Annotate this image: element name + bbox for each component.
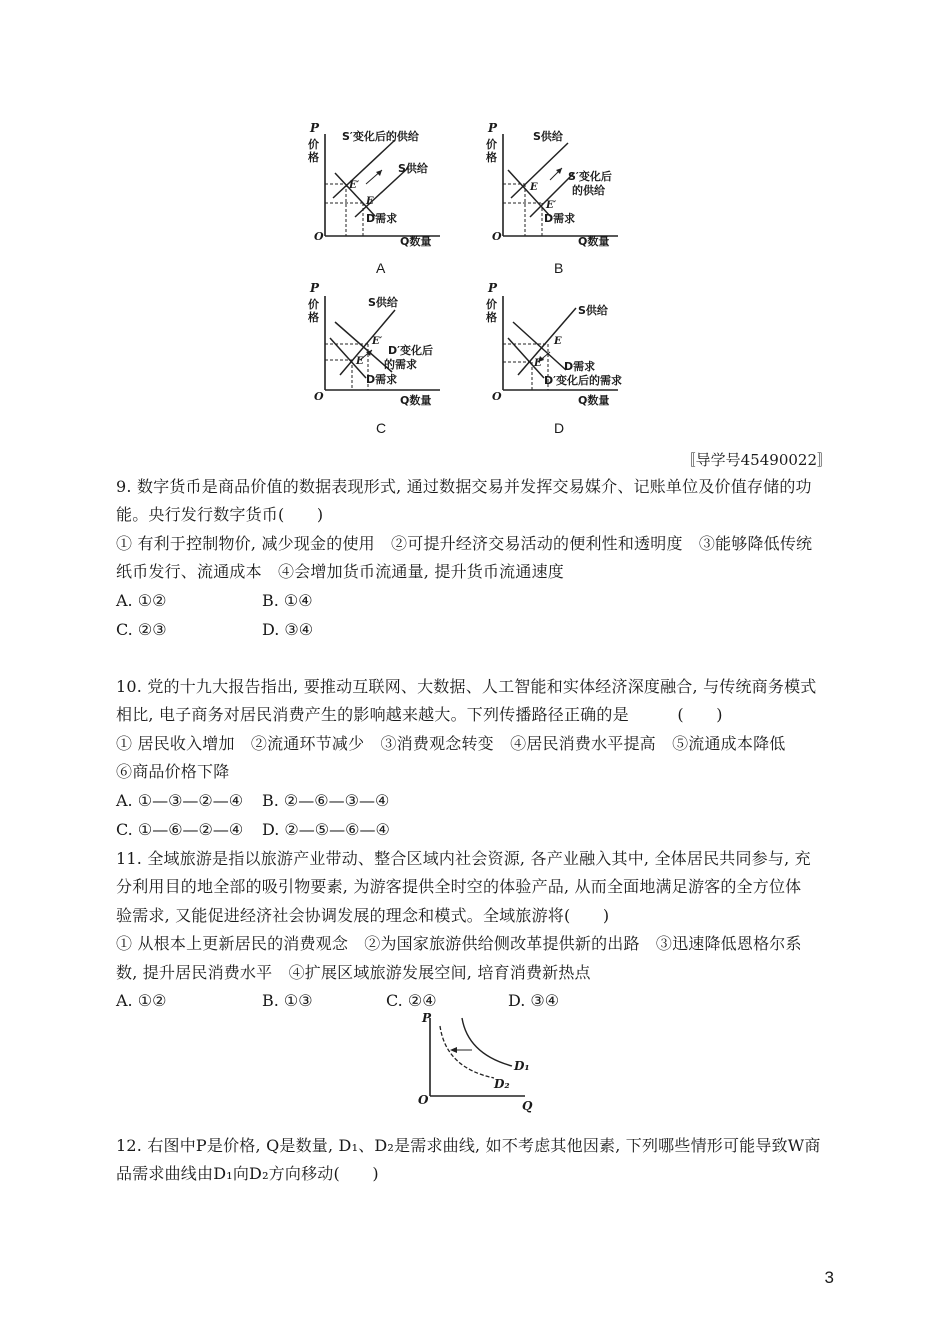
q11-line-1: 11. 全域旅游是指以旅游产业带动、整合区域内社会资源, 各产业融入其中, 全体居民共同参与, 充 [116, 849, 811, 868]
diagram-a [300, 118, 460, 253]
axis-q-label: Q数量 [400, 235, 432, 248]
axis-price-label-1: 价 [486, 298, 497, 311]
page-number: 3 [824, 1268, 834, 1287]
e-label: E [554, 336, 562, 347]
origin-label: O [492, 390, 502, 403]
axis-p-label: P [488, 121, 498, 135]
q10-line-1: 10. 党的十九大报告指出, 要推动互联网、大数据、人工智能和实体经济深度融合, 与传统商务模式 [116, 677, 817, 696]
axis-price-label-2: 格 [308, 151, 319, 164]
s-prime-label: S′变化后的供给 [342, 130, 419, 143]
axis-price-label-1: 价 [308, 298, 319, 311]
s-label: S供给 [578, 304, 608, 317]
diagram-d [478, 280, 648, 415]
small-p-label: P [422, 1012, 432, 1025]
axis-price-label-2: 格 [486, 151, 497, 164]
d-label: D需求 [366, 373, 398, 386]
axis-p-label: P [310, 121, 320, 135]
e-label: E [356, 356, 364, 367]
e-prime-label: E′ [534, 358, 545, 369]
diagram-b [478, 118, 638, 253]
q10-option-c: C. ①—⑥—②—④ [116, 820, 244, 839]
s-label: S供给 [533, 130, 563, 143]
q11-line-3: 验需求, 又能促进经济社会协调发展的理念和模式。全域旅游将( ) [116, 906, 610, 925]
d-prime-label-2: 的需求 [384, 358, 417, 371]
origin-label: O [314, 390, 324, 403]
axis-price-label-1: 价 [486, 138, 497, 151]
axis-price-label-2: 格 [486, 311, 497, 324]
d1-curve [462, 1018, 512, 1066]
q9-option-a: A. ①② [116, 591, 167, 610]
e-label: E [530, 182, 538, 193]
axis-q-label: Q数量 [578, 235, 610, 248]
s-label: S供给 [398, 162, 428, 175]
diagram-b-caption: B [554, 260, 564, 276]
diagram-c [300, 280, 460, 415]
d-label: D需求 [564, 360, 596, 373]
q9-option-d: D. ③④ [262, 620, 314, 639]
q11-line-2: 分利用目的地全部的吸引物要素, 为游客提供全时空的体验产品, 从而全面地满足游客的全方位体 [116, 877, 802, 896]
s-prime-label-2: 的供给 [572, 184, 605, 197]
q12-line-1: 12. 右图中P是价格, Q是数量, D₁、D₂是需求曲线, 如不考虑其他因素, 下列哪些情形可能导致W商 [116, 1136, 821, 1155]
q9-line-4: 纸币发行、流通成本 ④会增加货币流通量, 提升货币流通速度 [116, 562, 564, 581]
q10-option-b: B. ②—⑥—③—④ [262, 791, 390, 810]
q12-line-2: 品需求曲线由D₁向D₂方向移动( ) [116, 1164, 379, 1183]
s-label: S供给 [368, 296, 398, 309]
q10-option-d: D. ②—⑤—⑥—④ [262, 820, 390, 839]
q10-line-4: ⑥商品价格下降 [116, 762, 230, 781]
d-prime-label: D′变化后的需求 [544, 374, 623, 387]
small-q-label: Q [522, 1099, 533, 1113]
q9-option-c: C. ②③ [116, 620, 167, 639]
d2-label: D₂ [494, 1077, 510, 1091]
e-prime-label: E′ [546, 200, 557, 211]
d-label: D需求 [544, 212, 576, 225]
q9-line-3: ① 有利于控制物价, 减少现金的使用 ②可提升经济交易活动的便利性和透明度 ③能够降低传统 [116, 534, 813, 553]
q11-option-a: A. ①② [116, 991, 167, 1010]
diagram-d-caption: D [554, 420, 565, 436]
d1-label: D₁ [514, 1059, 530, 1073]
e-label: E [366, 196, 374, 207]
guide-number: 〚导学号45490022〛 [680, 451, 832, 469]
axis-price-label-1: 价 [308, 138, 319, 151]
q10-line-2: 相比, 电子商务对居民消费产生的影响越来越大。下列传播路径正确的是 ( ) [116, 705, 723, 724]
e-prime-label: E′ [349, 180, 360, 191]
q11-option-c: C. ②④ [386, 991, 437, 1010]
d-label: D需求 [366, 212, 398, 225]
q11-option-d: D. ③④ [508, 991, 560, 1010]
q11-line-4: ① 从根本上更新居民的消费观念 ②为国家旅游供给侧改革提供新的出路 ③迅速降低恩格尔系 [116, 934, 802, 953]
s-prime-label-1: S′变化后 [568, 170, 612, 183]
axis-p-label: P [488, 281, 498, 295]
diagram-c-caption: C [376, 420, 387, 436]
q9-line-2: 能。央行发行数字货币( ) [116, 505, 324, 524]
demand-shift-diagram [410, 1012, 550, 1114]
origin-label: O [492, 230, 502, 243]
origin-label: O [314, 230, 324, 243]
axis-price-label-2: 格 [308, 311, 319, 324]
q11-option-b: B. ①③ [262, 991, 313, 1010]
axis-p-label: P [310, 281, 320, 295]
axis-q-label: Q数量 [578, 394, 610, 407]
diagram-a-caption: A [376, 260, 386, 276]
q10-line-3: ① 居民收入增加 ②流通环节减少 ③消费观念转变 ④居民消费水平提高 ⑤流通成本降低 [116, 734, 786, 753]
axis-q-label: Q数量 [400, 394, 432, 407]
q9-line-1: 9. 数字货币是商品价值的数据表现形式, 通过数据交易并发挥交易媒介、记账单位及价值存储的功 [116, 477, 812, 496]
d-prime-label-1: D′变化后 [388, 344, 434, 357]
q10-option-a: A. ①—③—②—④ [116, 791, 244, 810]
q11-line-5: 数, 提升居民消费水平 ④扩展区域旅游发展空间, 培育消费新热点 [116, 963, 591, 982]
e-prime-label: E′ [372, 336, 383, 347]
q9-option-b: B. ①④ [262, 591, 313, 610]
small-o-label: O [418, 1093, 429, 1107]
